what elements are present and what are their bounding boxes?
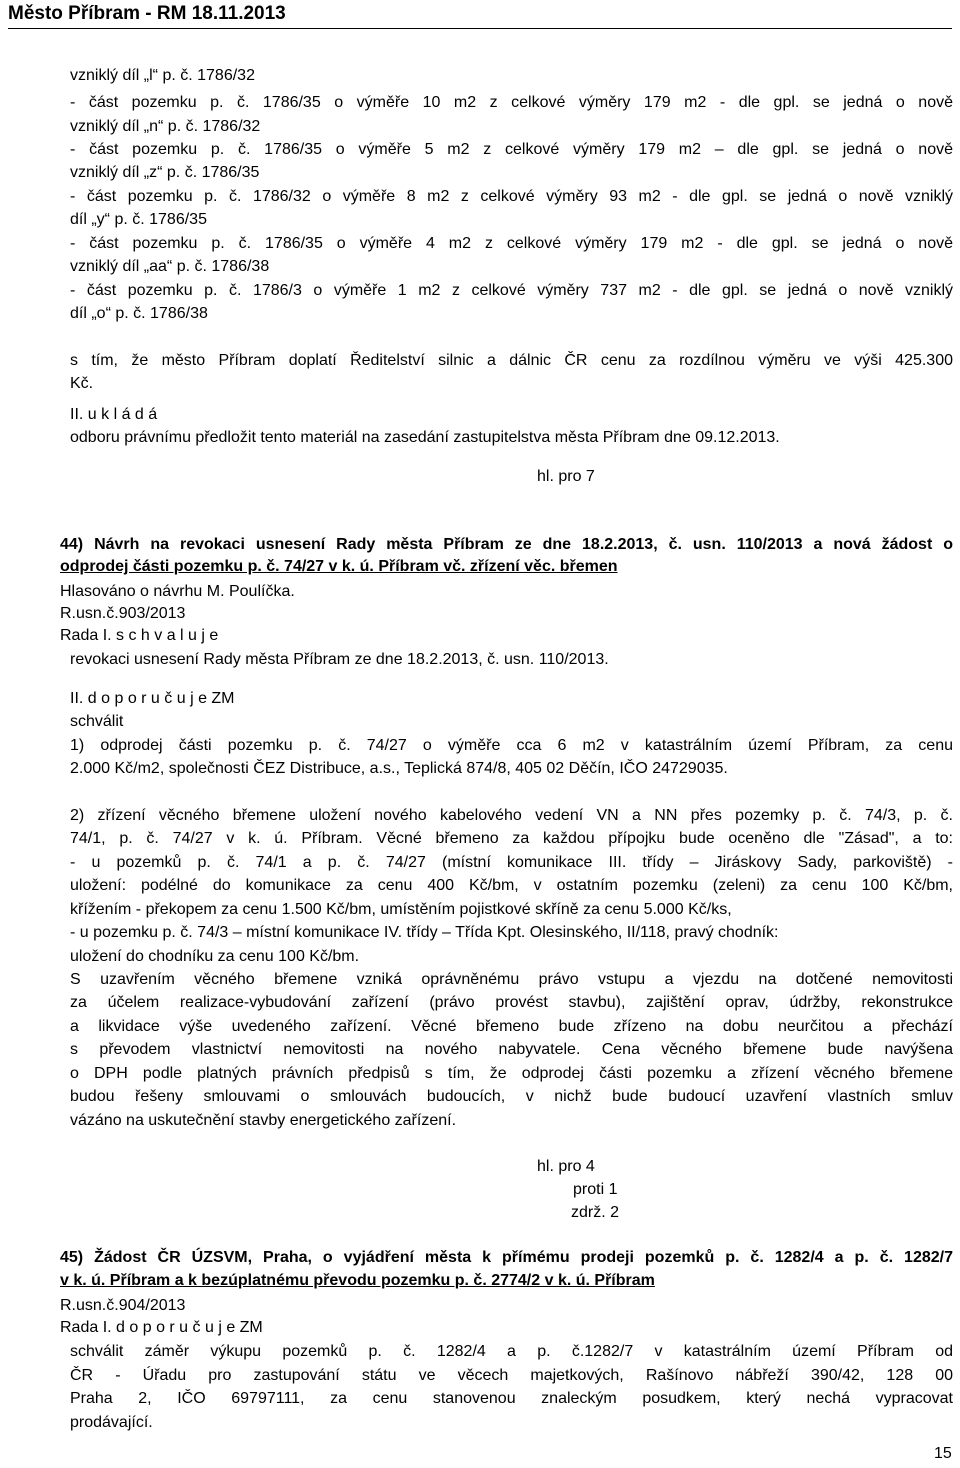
text-line: vzniklý díl „l“ p. č. 1786/32 xyxy=(70,67,255,84)
text-line: uložení: podélné do komunikace za cenu 400 Kč/bm, v ostatním pozemku (zeleni) za cenu 100 Kč/bm, xyxy=(70,877,953,894)
text-line: - část pozemku p. č. 1786/35 o výměře 5 m2 z celkové výměry 179 m2 – dle gpl. se jedná o nově xyxy=(70,141,953,158)
ukl-text: odboru právnímu předložit tento materiál na zasedání zastupitelstva města Příbram dne 09.12.2013. xyxy=(70,429,780,446)
payment-text-cont: Kč. xyxy=(70,375,94,392)
text-line: o DPH podle platných právních předpisů s tím, že odprodej části pozemku a zřízení věcného břemene xyxy=(70,1065,953,1082)
revocation-text: revokaci usnesení Rady města Příbram ze dne 18.2.2013, č. usn. 110/2013. xyxy=(70,651,609,668)
text-line: díl „o“ p. č. 1786/38 xyxy=(70,305,208,322)
schvalit-label: schválit xyxy=(70,713,124,730)
text-line: za účelem realizace-vybudování zařízení (právo provést stavbu), zajištění oprav, údržby, rekonstrukce xyxy=(70,994,953,1011)
text-line: 2.000 Kč/m2, společnosti ČEZ Distribuce, a.s., Teplická 874/8, 405 02 Děčín, IČO 24729035. xyxy=(70,760,728,777)
text-line: S uzavřením věcného břemene vzniká oprávněnému právo vstupu a vjezdu na dotčené nemovitosti xyxy=(70,971,953,988)
text-line: vzniklý díl „n“ p. č. 1786/32 xyxy=(70,118,261,135)
text-line: vzniklý díl „aa“ p. č. 1786/38 xyxy=(70,258,270,275)
item-44-title: 44) Návrh na revokaci usnesení Rady města Příbram ze dne 18.2.2013, č. usn. 110/2013 a nová žádost o xyxy=(60,536,953,553)
ii-label: II. d o p o r u č u j e ZM xyxy=(70,690,235,707)
resolution-number: R.usn.č.904/2013 xyxy=(60,1297,186,1314)
text-line: - u pozemků p. č. 74/1 a p. č. 74/27 (místní komunikace III. třídy – Jiráskovy Sady, parkoviště) - xyxy=(70,854,953,871)
text-line: - část pozemku p. č. 1786/3 o výměře 1 m2 z celkové výměry 737 m2 - dle gpl. se jedná o nově vzniklý xyxy=(70,282,953,299)
rada-i-label: Rada I. d o p o r u č u j e ZM xyxy=(60,1319,263,1336)
page-header xyxy=(8,0,952,29)
text-line: - u pozemku p. č. 74/3 – místní komunikace IV. třídy – Třída Kpt. Olesinského, II/118, pravý chodník: xyxy=(70,924,779,941)
text-line: vázáno na uskutečnění stavby energetického zařízení. xyxy=(70,1112,457,1129)
payment-text: s tím, že město Příbram doplatí Ředitelství silnic a dálnic ČR cenu za rozdílnou výměru ve výši 425.300 xyxy=(70,352,953,369)
header-title: Město Příbram - RM 18.11.2013 xyxy=(8,3,286,24)
voted-on-text: Hlasováno o návrhu M. Poulíčka. xyxy=(60,583,295,600)
text-line: a likvidace výše uvedeného zařízení. Věcné břemeno bude zřízeno na dobu neurčitou a přechází xyxy=(70,1018,953,1035)
item-45-title: 45) Žádost ČR ÚZSVM, Praha, o vyjádření města k přímému prodeji pozemků p. č. 1282/4 a p. č. 1282/7 xyxy=(60,1249,953,1266)
vote-abstain: zdrž. 2 xyxy=(571,1204,620,1221)
text-line: - část pozemku p. č. 1786/35 o výměře 4 m2 z celkové výměry 179 m2 - dle gpl. se jedná o nově xyxy=(70,235,953,252)
text-line: vzniklý díl „z“ p. č. 1786/35 xyxy=(70,164,260,181)
item-45-title-cont: v k. ú. Příbram a k bezúplatnému převodu pozemku p. č. 2774/2 v k. ú. Příbram xyxy=(60,1272,655,1289)
ukl-label: II. u k l á d á xyxy=(70,406,158,423)
vote-against: proti 1 xyxy=(573,1181,618,1198)
vote-for: hl. pro 4 xyxy=(537,1158,595,1175)
text-line: 1) odprodej části pozemku p. č. 74/27 o výměře cca 6 m2 v katastrálním území Příbram, za cenu xyxy=(70,737,953,754)
text-line: prodávající. xyxy=(70,1414,153,1431)
vote-result: hl. pro 7 xyxy=(537,468,595,485)
text-line: ČR - Úřadu pro zastupování státu ve věcech majetkových, Rašínovo nábřeží 390/42, 128 00 xyxy=(70,1367,953,1384)
text-line: uložení do chodníku za cenu 100 Kč/bm. xyxy=(70,948,360,965)
text-line: - část pozemku p. č. 1786/32 o výměře 8 m2 z celkové výměry 93 m2 - dle gpl. se jedná o nově vzniklý xyxy=(70,188,953,205)
text-line: - část pozemku p. č. 1786/35 o výměře 10 m2 z celkové výměry 179 m2 - dle gpl. se jedná o nově xyxy=(70,94,953,111)
item-44-title-cont: odprodej části pozemku p. č. 74/27 v k. ú. Příbram vč. zřízení věc. břemen xyxy=(60,558,618,575)
text-line: díl „y“ p. č. 1786/35 xyxy=(70,211,207,228)
page-number: 15 xyxy=(934,1445,952,1462)
resolution-number: R.usn.č.903/2013 xyxy=(60,605,186,622)
rada-i-label: Rada I. s c h v a l u j e xyxy=(60,627,219,644)
text-line: křížením - překopem za cenu 1.500 Kč/bm, umístěním pojistkové skříně za cenu 5.000 Kč/ks, xyxy=(70,901,732,918)
text-line: Praha 2, IČO 69797111, za cenu stanovenou znaleckým posudkem, který nechá vypracovat xyxy=(70,1390,953,1407)
text-line: 2) zřízení věcného břemene uložení nového kabelového vedení VN a NN přes pozemky p. č. 74/3, p. č. xyxy=(70,807,953,824)
text-line: schválit záměr výkupu pozemků p. č. 1282/4 a p. č.1282/7 v katastrálním území Příbram od xyxy=(70,1343,953,1360)
text-line: 74/1, p. č. 74/27 v k. ú. Příbram. Věcné břemeno za každou přípojku bude oceněno dle "Zásad", a to: xyxy=(70,830,953,847)
text-line: s převodem vlastnictví nemovitosti na nového nabyvatele. Cena věcného břemene bude navýšena xyxy=(70,1041,953,1058)
text-line: budou řešeny smlouvami o smlouvách budoucích, v nichž bude budoucí uzavření vlastních smluv xyxy=(70,1088,953,1105)
